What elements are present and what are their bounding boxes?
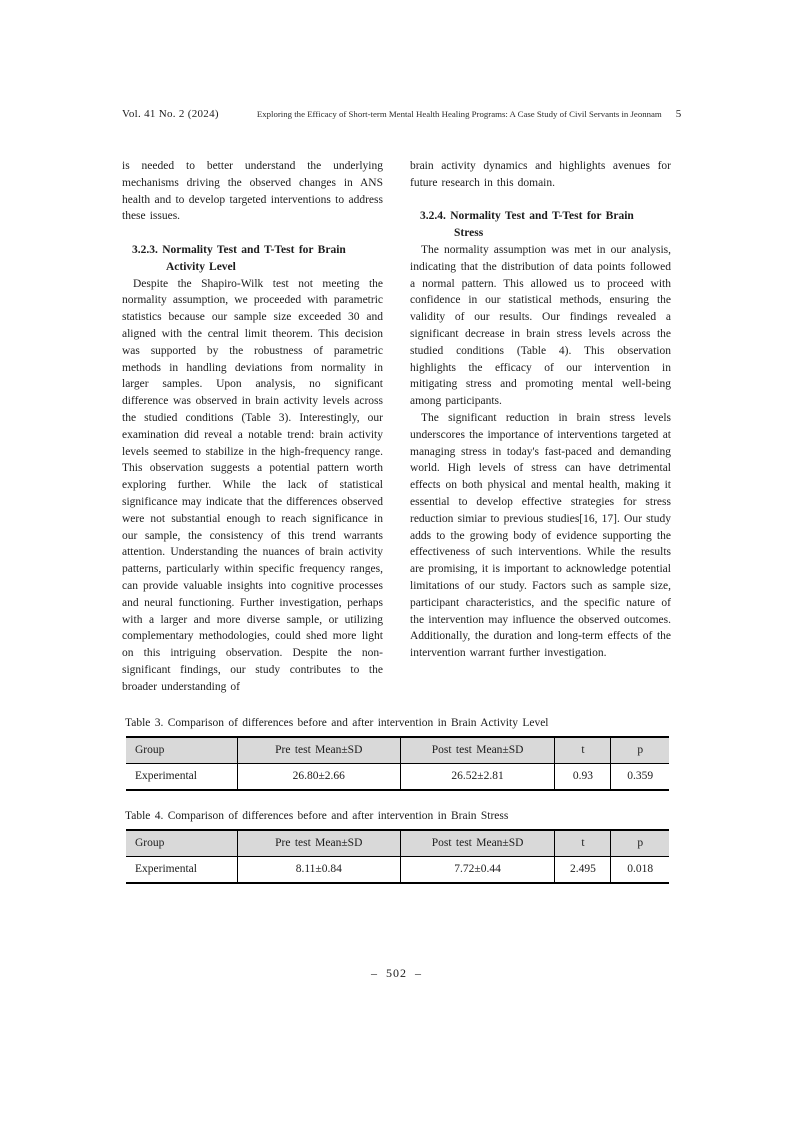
table-row (126, 763, 669, 790)
table-cell: Experimental (126, 856, 237, 883)
page-header (122, 108, 682, 120)
column-header: Group (126, 830, 237, 857)
column-header: p (611, 737, 669, 764)
heading-line: Stress (454, 227, 484, 240)
footer-page-number: – 502 – (371, 966, 422, 980)
table-4-caption: Table 4. Comparison of differences before and after intervention in Brain Stress (125, 809, 509, 822)
page-footer (0, 966, 793, 981)
heading-line: 3.2.3. Normality Test and T-Test for Brain (132, 243, 346, 256)
table-4 (126, 829, 669, 884)
table-row (126, 856, 669, 883)
table-4-block (122, 810, 671, 884)
table-header-row (126, 830, 669, 857)
running-title: Exploring the Efficacy of Short-term Mental Health Healing Programs: A Case Study of Civil Servants in Jeonnam (256, 109, 662, 119)
paragraph: brain activity dynamics and highlights avenues for future research in this domain. (410, 160, 671, 189)
paragraph: is needed to better understand the underlying mechanisms driving the observed changes in ANS health and to develop targeted interventions to address these issues. (122, 160, 383, 223)
table-3-block (122, 717, 671, 791)
table-cell: 2.495 (555, 856, 611, 883)
paragraph: Despite the Shapiro-Wilk test not meeting the normality assumption, we proceeded with parametric statistics because our sample size exceeded 30 and aligned with the central limit theorem. This decision was supported by the robustness of parametric methods in handling deviations from normality in larger samples. Upon analysis, no significant difference was observed in brain activity levels across the studied conditions (Table 3). Interestingly, our examination did reveal a notable trend: brain activity levels seemed to stabilize in the high-frequency range. This observation suggests a potential pattern worth exploring further. While the lack of statistical significance may indicate that the differences observed were not substantial enough to reach significance in our sample, the consistency of this trend warrants attention. Understanding the nuances of brain activity patterns, particularly within specific frequency ranges, can provide valuable insights into cognitive processes and neural functioning. Further investigation, perhaps with a larger and more diverse sample, or utilizing complementary methodologies, could shed more light on this intriguing observation. Despite the non-significant findings, our study contributes to the broader understanding of (122, 277, 383, 693)
column-header: Post test Mean±SD (400, 830, 555, 857)
table-cell: 7.72±0.44 (400, 856, 555, 883)
heading-line: 3.2.4. Normality Test and T-Test for Brain (420, 210, 634, 223)
table-cell: 0.359 (611, 763, 669, 790)
left-column (122, 158, 383, 696)
right-column (410, 158, 671, 696)
table-cell: 8.11±0.84 (237, 856, 400, 883)
heading-line: Activity Level (166, 260, 236, 273)
table-3-caption: Table 3. Comparison of differences before and after intervention in Brain Activity Level (125, 716, 549, 729)
column-header: Pre test Mean±SD (237, 737, 400, 764)
column-header: t (555, 830, 611, 857)
column-header: Pre test Mean±SD (237, 830, 400, 857)
section-heading-3-2-4 (410, 208, 671, 242)
article-body (122, 158, 671, 696)
paragraph: The normality assumption was met in our analysis, indicating that the distribution of data points followed a normal pattern. This allowed us to proceed with confidence in our statistical methods, ensuring the validity of our results. Our findings revealed a significant decrease in brain stress levels across the studied conditions (Table 4). This observation highlights the efficacy of our intervention in mitigating stress and promoting mental well-being among participants. (410, 243, 671, 408)
table-cell: 0.018 (611, 856, 669, 883)
tables-section (122, 717, 671, 884)
paragraph: The significant reduction in brain stress levels underscores the importance of interventions targeted at managing stress in today's fast-paced and demanding world. High levels of stress can have detrimental effects on both physical and mental health, making it essential to develop effective strategies for stress reduction simiar to previous studies[16, 17]. Our study adds to the growing body of evidence supporting the effectiveness of such interventions. While the results are promising, it is important to acknowledge potential limitations of our study. Factors such as sample size, participant characteristics, and the specific nature of the intervention may influence the observed outcomes. Additionally, the duration and long-term effects of the intervention warrant further investigation. (410, 411, 671, 660)
header-page-number: 5 (675, 108, 682, 120)
table-3 (126, 736, 669, 791)
table-header-row (126, 737, 669, 764)
journal-volume: Vol. 41 No. 2 (2024) (122, 108, 219, 120)
column-header: Group (126, 737, 237, 764)
column-header: t (555, 737, 611, 764)
table-cell: 26.52±2.81 (400, 763, 555, 790)
section-heading-3-2-3 (122, 242, 383, 276)
table-cell: Experimental (126, 763, 237, 790)
table-cell: 0.93 (555, 763, 611, 790)
table-cell: 26.80±2.66 (237, 763, 400, 790)
column-header: p (611, 830, 669, 857)
column-header: Post test Mean±SD (400, 737, 555, 764)
